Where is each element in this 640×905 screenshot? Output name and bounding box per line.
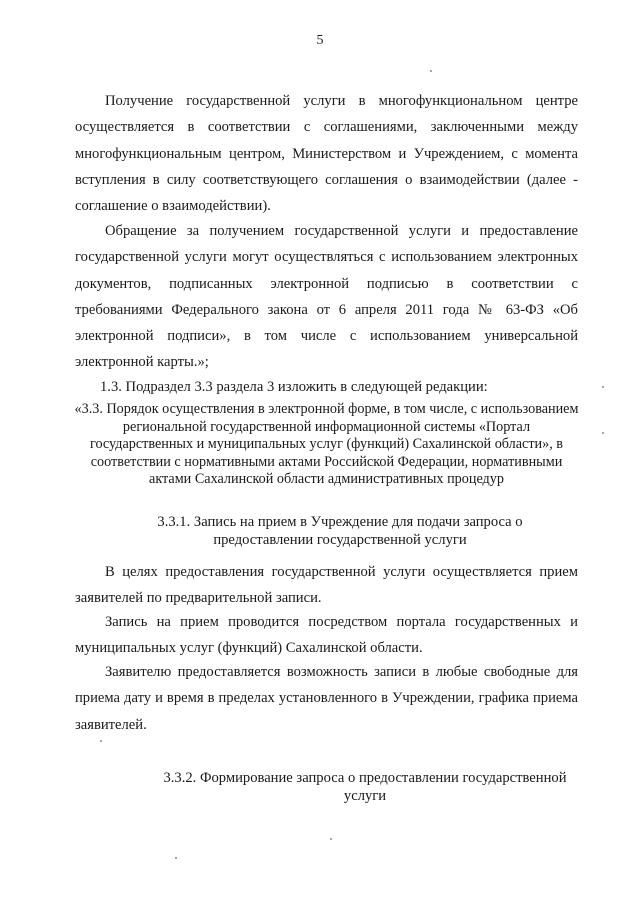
paragraph-free-time: Заявителю предоставляется возможность записи в любые свободные для приема дату и время в пределах установленного в Учреждении, графика приема заявителей. (75, 664, 578, 733)
paragraph-electronic-documents: Обращение за получением государственной услуги и предоставление государственной услуги могут осуществляться с использованием электронных документов, подписанных электронной подписью в соответствии с требованиями Федерального закона от 6 апреля 2011 года № 63-ФЗ «Об электронной подписи», в том числе с использованием универсальной электронной карты.»; (75, 223, 578, 371)
quote-heading-3-3: «3.3. Порядок осуществления в электронной форме, в том числе, с использованием региональной государственной информационной системы «Портал государственных и муниципальных услуг (функций) Сахалинской области», в соответствии с нормативными актами Российской Федерации, нормативными актами Сахалинской области административных процедур (74, 401, 579, 488)
scan-speck (330, 838, 332, 840)
scan-speck (100, 740, 102, 742)
scan-speck (430, 70, 432, 72)
page-number: 5 (316, 33, 324, 48)
scan-speck (602, 386, 604, 388)
paragraph-amendment: 1.3. Подраздел 3.3 раздела 3 изложить в следующей редакции: (100, 379, 488, 395)
paragraph-portal-record: Запись на прием проводится посредством портала государственных и муниципальных услуг (функций) Сахалинской области. (75, 614, 578, 657)
scan-speck (602, 432, 604, 434)
paragraph-mfc: Получение государственной услуги в многофункциональном центре осуществляется в соответствии с соглашениями, заключенными между многофункциональным центром, Министерством и Учреждением, с момента вступления в силу соответствующего соглашения о взаимодействии (далее - соглашение о взаимодействии). (75, 93, 578, 215)
scan-speck (175, 857, 177, 859)
heading-3-3-1: 3.3.1. Запись на прием в Учреждение для подачи запроса о предоставлении государственной услуги (157, 514, 523, 548)
paragraph-preliminary-record: В целях предоставления государственной услуги осуществляется прием заявителей по предварительной записи. (75, 564, 578, 607)
heading-3-3-2: 3.3.2. Формирование запроса о предоставлении государственной услуги (163, 770, 567, 804)
